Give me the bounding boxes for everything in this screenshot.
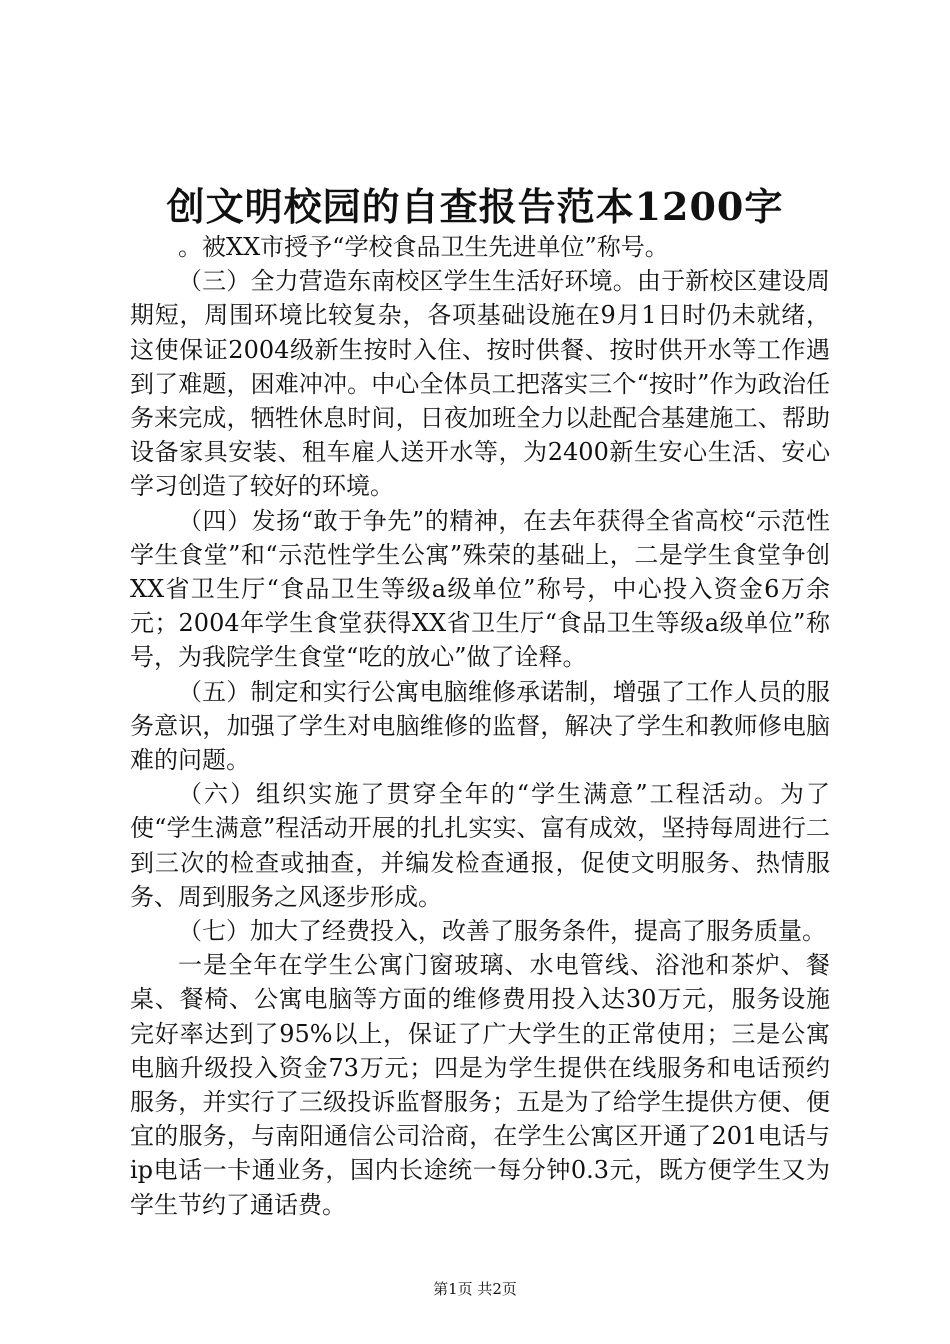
page-number-footer: 第1页 共2页: [433, 1280, 517, 1298]
paragraph: 一是全年在学生公寓门窗玻璃、水电管线、浴池和茶炉、餐桌、餐椅、公寓电脑等方面的维修费用投入达30万元，服务设施完好率达到了95%以上，保证了广大学生的正常使用；三是公寓电脑升级投入资金73万元；四是为学生提供在线服务和电话预约服务，并实行了三级投诉监督服务；五是为了给学生提供方便、便宜的服务，与南阳通信公司洽商，在学生公寓区开通了201电话与ip电话一卡通业务，国内长途统一每分钟0.3元，既方便学生又为学生节约了通话费。: [130, 951, 830, 1219]
document-body: [130, 230, 830, 1222]
paragraph: （五）制定和实行公寓电脑维修承诺制，增强了工作人员的服务意识，加强了学生对电脑维修的监督，解决了学生和教师修电脑难的问题。: [130, 677, 830, 775]
paragraph: （七）加大了经费投入，改善了服务条件，提高了服务质量。: [178, 917, 826, 946]
paragraph: （四）发扬“敢于争先”的精神，在去年获得全省高校“示范性学生食堂”和“示范性学生公寓”殊荣的基础上，二是学生食堂争创XX省卫生厅“食品卫生等级a级单位”称号，中心投入资金6万余元；2004年学生食堂获得XX省卫生厅“食品卫生等级a级单位”称号，为我院学生食堂“吃的放心”做了诠释。: [130, 506, 830, 672]
paragraph: （六）组织实施了贯穿全年的“学生满意”工程活动。为了使“学生满意”程活动开展的扎扎实实、富有成效，坚持每周进行二到三次的检查或抽查，并编发检查通报，促使文明服务、热情服务、周到服务之风逐步形成。: [130, 780, 830, 911]
paragraph: 。被XX市授予“学校食品卫生先进单位”称号。: [178, 233, 669, 261]
paragraph: （三）全力营造东南校区学生生活好环境。由于新校区建设周期短，周围环境比较复杂，各项基础设施在9月1日时仍未就绪，这使保证2004级新生按时入住、按时供餐、按时供开水等工作遇到了难题，困难冲冲。中心全体员工把落实三个“按时”作为政治任务来完成，牺牲休息时间，日夜加班全力以赴配合基建施工、帮助设备家具安装、租车雇人送开水等，为2400新生安心生活、安心学习创造了较好的环境。: [130, 267, 830, 501]
document-title: 创文明校园的自查报告范本1200字: [166, 184, 784, 229]
